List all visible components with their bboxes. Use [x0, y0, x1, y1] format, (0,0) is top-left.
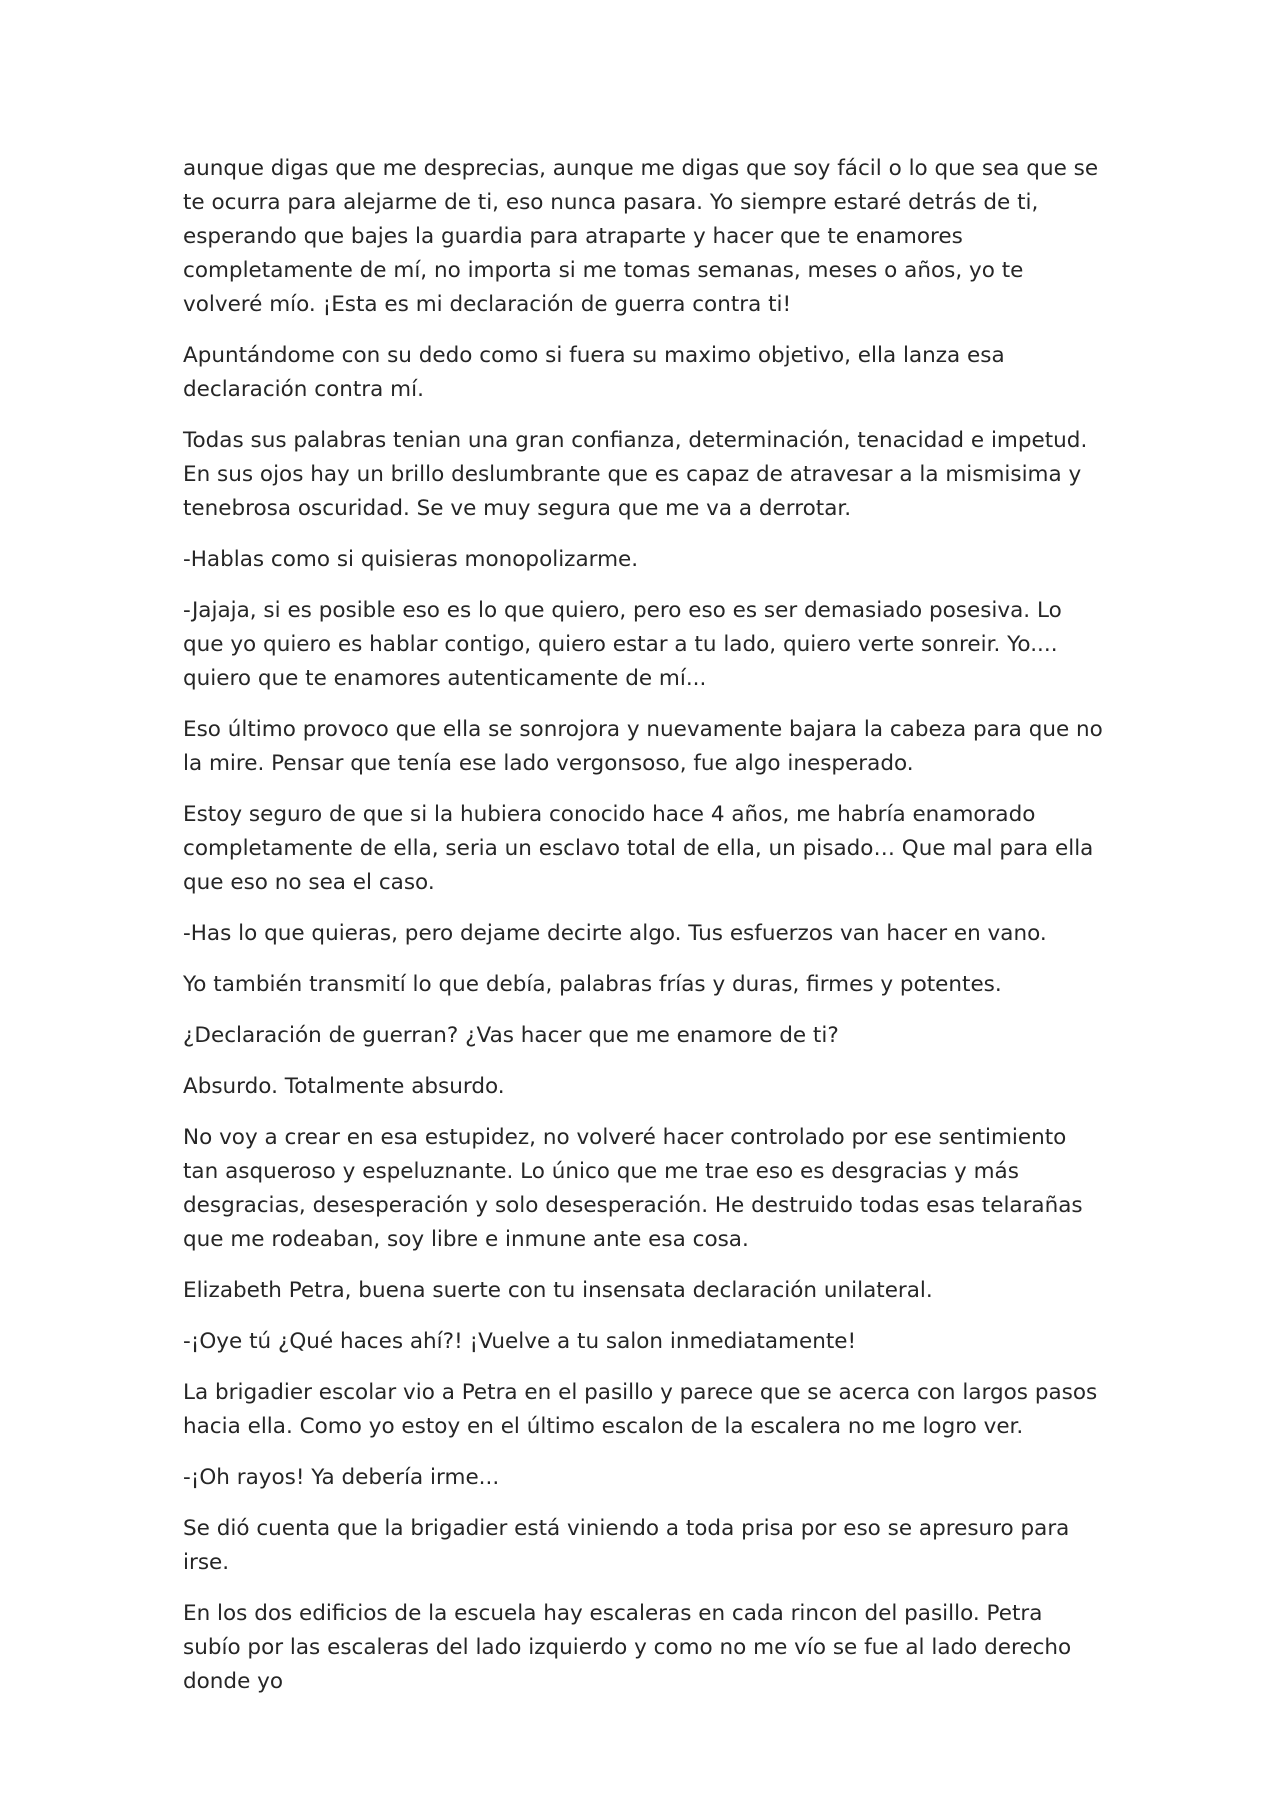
paragraph: Eso último provoco que ella se sonrojora y nuevamente bajara la cabeza para que no la mire. Pensar que tenía ese lado vergonsoso, fue algo inesperado.	[183, 717, 1103, 776]
paragraph: Absurdo. Totalmente absurdo.	[183, 1074, 505, 1099]
paragraph: Elizabeth Petra, buena suerte con tu insensata declaración unilateral.	[183, 1278, 933, 1303]
document-body	[183, 152, 1103, 1716]
paragraph: Se dió cuenta que la brigadier está viniendo a toda prisa por eso se apresuro para irse.	[183, 1516, 1070, 1575]
paragraph: ¿Declaración de guerran? ¿Vas hacer que me enamore de ti?	[183, 1023, 839, 1048]
paragraph: La brigadier escolar vio a Petra en el pasillo y parece que se acerca con largos pasos hacia ella. Como yo estoy en el último escalon de la escalera no me logro ver.	[183, 1380, 1098, 1439]
paragraph: -Hablas como si quisieras monopolizarme.	[183, 547, 639, 572]
paragraph: -Has lo que quieras, pero dejame decirte algo. Tus esfuerzos van hacer en vano.	[183, 921, 1047, 946]
paragraph: -¡Oh rayos! Ya debería irme...	[183, 1465, 500, 1490]
paragraph: Yo también transmití lo que debía, palabras frías y duras, firmes y potentes.	[183, 972, 1002, 997]
paragraph: En los dos edificios de la escuela hay escaleras en cada rincon del pasillo. Petra subío por las escaleras del lado izquierdo y como no me vío se fue al lado derecho donde yo	[183, 1601, 1072, 1694]
paragraph: No voy a crear en esa estupidez, no volveré hacer controlado por ese sentimiento tan asqueroso y espeluznante. Lo único que me trae eso es desgracias y más desgracias, desesperación y solo desesperación. He destruido todas esas telarañas que me rodeaban, soy libre e inmune ante esa cosa.	[183, 1125, 1083, 1252]
paragraph: aunque digas que me desprecias, aunque me digas que soy fácil o lo que sea que se te ocurra para alejarme de ti, eso nunca pasara. Yo siempre estaré detrás de ti, esperando que bajes la guardia para atraparte y hacer que te enamores completamente de mí, no importa si me tomas semanas, meses o años, yo te volveré mío. ¡Esta es mi declaración de guerra contra ti!	[183, 156, 1099, 317]
paragraph: Estoy seguro de que si la hubiera conocido hace 4 años, me habría enamorado completamente de ella, seria un esclavo total de ella, un pisado… Que mal para ella que eso no sea el caso.	[183, 802, 1094, 895]
paragraph: Apuntándome con su dedo como si fuera su maximo objetivo, ella lanza esa declaración contra mí.	[183, 343, 1005, 402]
paragraph: -Jajaja, si es posible eso es lo que quiero, pero eso es ser demasiado posesiva. Lo que yo quiero es hablar contigo, quiero estar a tu lado, quiero verte sonreir. Yo.... quiero que te enamores autenticamente de mí...	[183, 598, 1062, 691]
paragraph: -¡Oye tú ¿Qué haces ahí?! ¡Vuelve a tu salon inmediatamente!	[183, 1329, 857, 1354]
paragraph: Todas sus palabras tenian una gran confianza, determinación, tenacidad e impetud. En sus ojos hay un brillo deslumbrante que es capaz de atravesar a la mismisima y tenebrosa oscuridad. Se ve muy segura que me va a derrotar.	[183, 428, 1088, 521]
